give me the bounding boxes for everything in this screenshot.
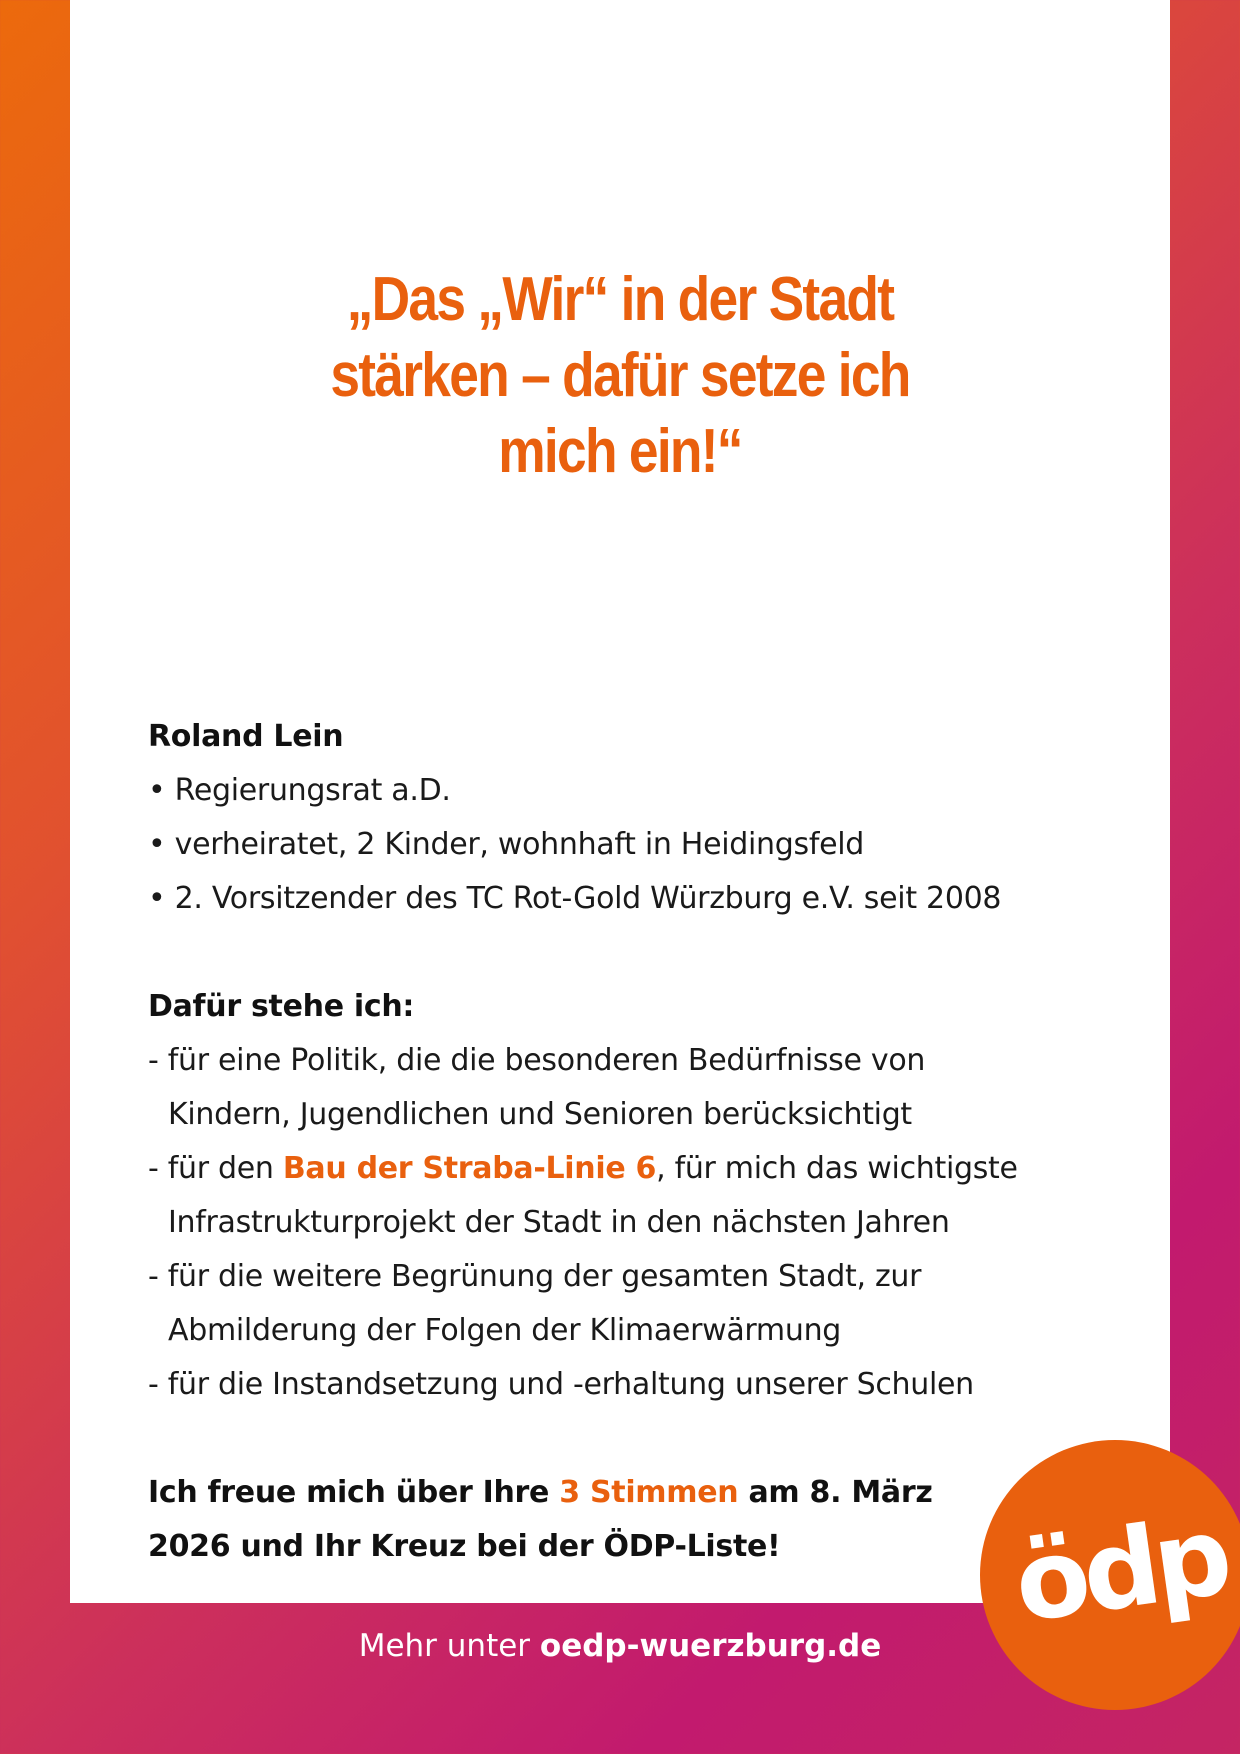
quote-line-1: „Das „Wir“ in der Stadt [346, 265, 894, 334]
position-item-continued: Infrastrukturprojekt der Stadt in den nächsten Jahren [168, 1205, 950, 1240]
position-item-continued: Kindern, Jugendlichen und Senioren berücksichtigt [168, 1097, 912, 1132]
closing-part-2: am 8. März [738, 1475, 933, 1510]
bullet-item: • Regierungsrat a.D. [148, 773, 451, 808]
position-item: - für die Instandsetzung und -erhaltung unserer Schulen [148, 1367, 974, 1402]
headline-quote [276, 262, 964, 490]
position-prefix: - für den [148, 1151, 283, 1186]
bullet-item: • verheiratet, 2 Kinder, wohnhaft in Heidingsfeld [148, 827, 865, 862]
position-item: - für die weitere Begrünung der gesamten Stadt, zur [148, 1259, 922, 1294]
position-item-continued: Abmilderung der Folgen der Klimaerwärmung [168, 1313, 842, 1348]
oedp-logo [980, 1440, 1240, 1710]
footer-prefix: Mehr unter [358, 1628, 540, 1664]
closing-part-1: Ich freue mich über Ihre [148, 1475, 560, 1510]
votes-highlight: 3 Stimmen [559, 1475, 739, 1510]
logo-text: ödp [1006, 1493, 1234, 1647]
website-link[interactable]: oedp-wuerzburg.de [539, 1628, 882, 1664]
position-suffix: , für mich das wichtigste [656, 1151, 1018, 1186]
candidate-name: Roland Lein [148, 719, 344, 754]
tram-line-highlight: Bau der Straba-Linie 6 [282, 1151, 657, 1186]
position-item: - für eine Politik, die die besonderen Bedürfnisse von [148, 1043, 926, 1078]
quote-line-2: stärken – dafür setze ich [330, 341, 910, 410]
candidate-info [148, 710, 1088, 1574]
closing-line-2: 2026 und Ihr Kreuz bei der ÖDP-Liste! [148, 1529, 781, 1564]
quote-line-3: mich ein!“ [498, 417, 742, 486]
positions-heading: Dafür stehe ich: [148, 989, 415, 1024]
bullet-item: • 2. Vorsitzender des TC Rot-Gold Würzburg e.V. seit 2008 [148, 881, 1002, 916]
position-item [148, 1142, 1088, 1196]
closing-line-1 [148, 1466, 1088, 1520]
